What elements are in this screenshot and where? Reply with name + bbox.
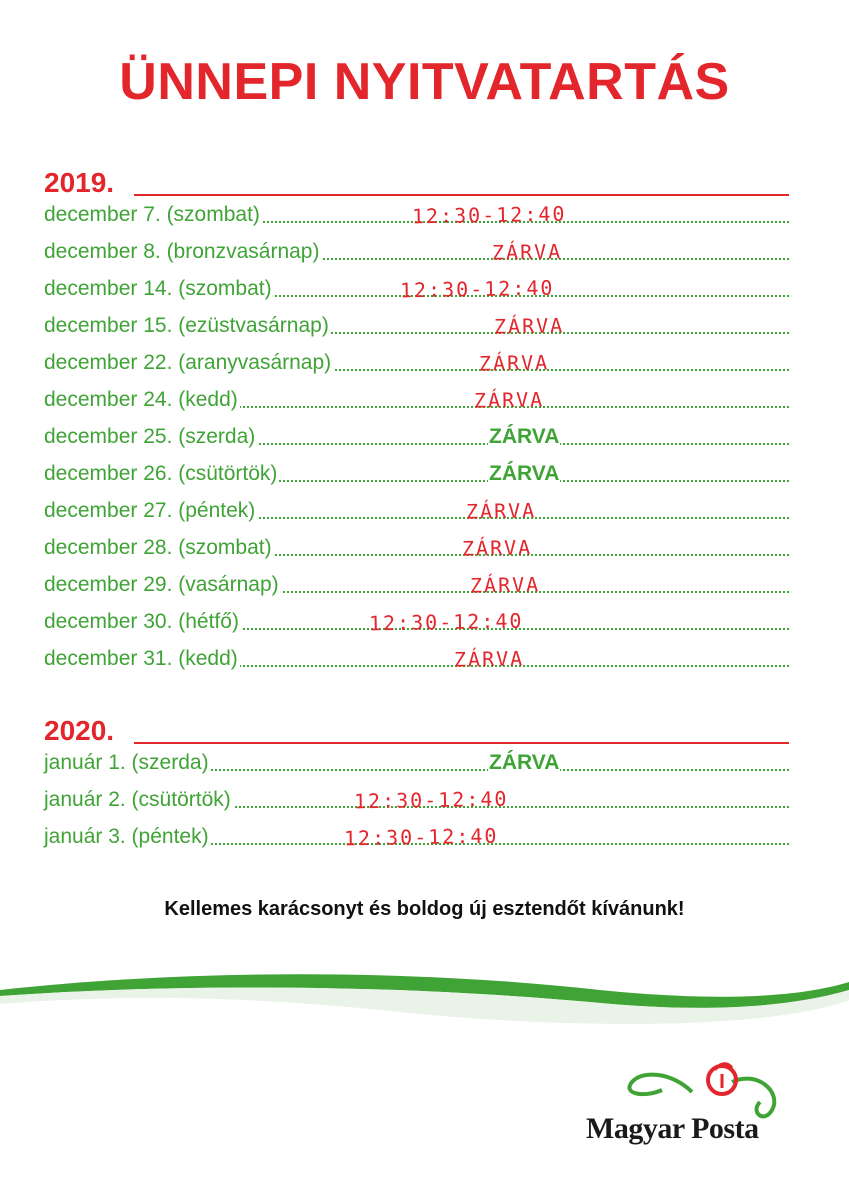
schedule-row xyxy=(44,418,789,455)
handwritten-hours: ZÁRVA xyxy=(461,535,533,561)
date-label: december 14. (szombat) xyxy=(44,277,272,300)
schedule-row xyxy=(44,603,789,640)
schedule-row xyxy=(44,196,789,233)
schedule-row xyxy=(44,781,789,818)
schedule-row xyxy=(44,307,789,344)
date-label: január 3. (péntek) xyxy=(44,825,209,848)
schedule-row xyxy=(44,455,789,492)
handwritten-hours: ZÁRVA xyxy=(478,350,550,376)
schedule-list-2019 xyxy=(44,196,789,677)
green-swoosh-decoration xyxy=(0,960,849,1040)
date-label: december 8. (bronzvasárnap) xyxy=(44,240,320,263)
date-label: december 22. (aranyvasárnap) xyxy=(44,351,332,374)
handwritten-hours: ZÁRVA xyxy=(491,239,563,265)
year-heading-2020 xyxy=(44,706,789,746)
handwritten-hours: 12:30-12:40 xyxy=(343,823,499,851)
year-heading-2019 xyxy=(44,158,789,198)
greeting-text: Kellemes karácsonyt és boldog új esztendőt kívánunk! xyxy=(164,898,685,920)
date-label: december 29. (vasárnap) xyxy=(44,573,279,596)
year-label: 2020. xyxy=(44,715,115,746)
date-label: december 25. (szerda) xyxy=(44,425,256,448)
handwritten-hours: 12:30-12:40 xyxy=(399,275,555,303)
printed-hours: ZÁRVA xyxy=(489,751,560,774)
handwritten-hours: ZÁRVA xyxy=(453,646,525,672)
handwritten-hours: ZÁRVA xyxy=(469,572,541,598)
date-label: december 30. (hétfő) xyxy=(44,610,239,633)
logo-text: Magyar Posta xyxy=(586,1112,759,1145)
date-label: december 31. (kedd) xyxy=(44,647,238,670)
date-label: december 24. (kedd) xyxy=(44,388,238,411)
schedule-row xyxy=(44,344,789,381)
schedule-row xyxy=(44,270,789,307)
handwritten-hours: ZÁRVA xyxy=(473,387,545,413)
handwritten-hours: 12:30-12:40 xyxy=(368,608,524,636)
year-label: 2019. xyxy=(44,167,115,198)
handwritten-hours: 12:30-12:40 xyxy=(411,201,567,229)
schedule-row xyxy=(44,529,789,566)
date-label: december 7. (szombat) xyxy=(44,203,260,226)
printed-hours: ZÁRVA xyxy=(489,462,560,485)
date-label: január 2. (csütörtök) xyxy=(44,788,231,811)
date-label: december 27. (péntek) xyxy=(44,499,256,522)
schedule-row xyxy=(44,640,789,677)
date-label: január 1. (szerda) xyxy=(44,751,209,774)
schedule-row xyxy=(44,566,789,603)
page-title: ÜNNEPI NYITVATARTÁS xyxy=(119,53,730,111)
handwritten-hours: 12:30-12:40 xyxy=(353,786,509,814)
schedule-list-2020 xyxy=(44,744,789,855)
schedule-row xyxy=(44,818,789,855)
handwritten-hours: ZÁRVA xyxy=(465,498,537,524)
schedule-row xyxy=(44,744,789,781)
schedule-row xyxy=(44,492,789,529)
handwritten-hours: ZÁRVA xyxy=(493,313,565,339)
schedule-row xyxy=(44,233,789,270)
printed-hours: ZÁRVA xyxy=(489,425,560,448)
date-label: december 15. (ezüstvasárnap) xyxy=(44,314,329,337)
schedule-row xyxy=(44,381,789,418)
date-label: december 28. (szombat) xyxy=(44,536,272,559)
date-label: december 26. (csütörtök) xyxy=(44,462,278,485)
